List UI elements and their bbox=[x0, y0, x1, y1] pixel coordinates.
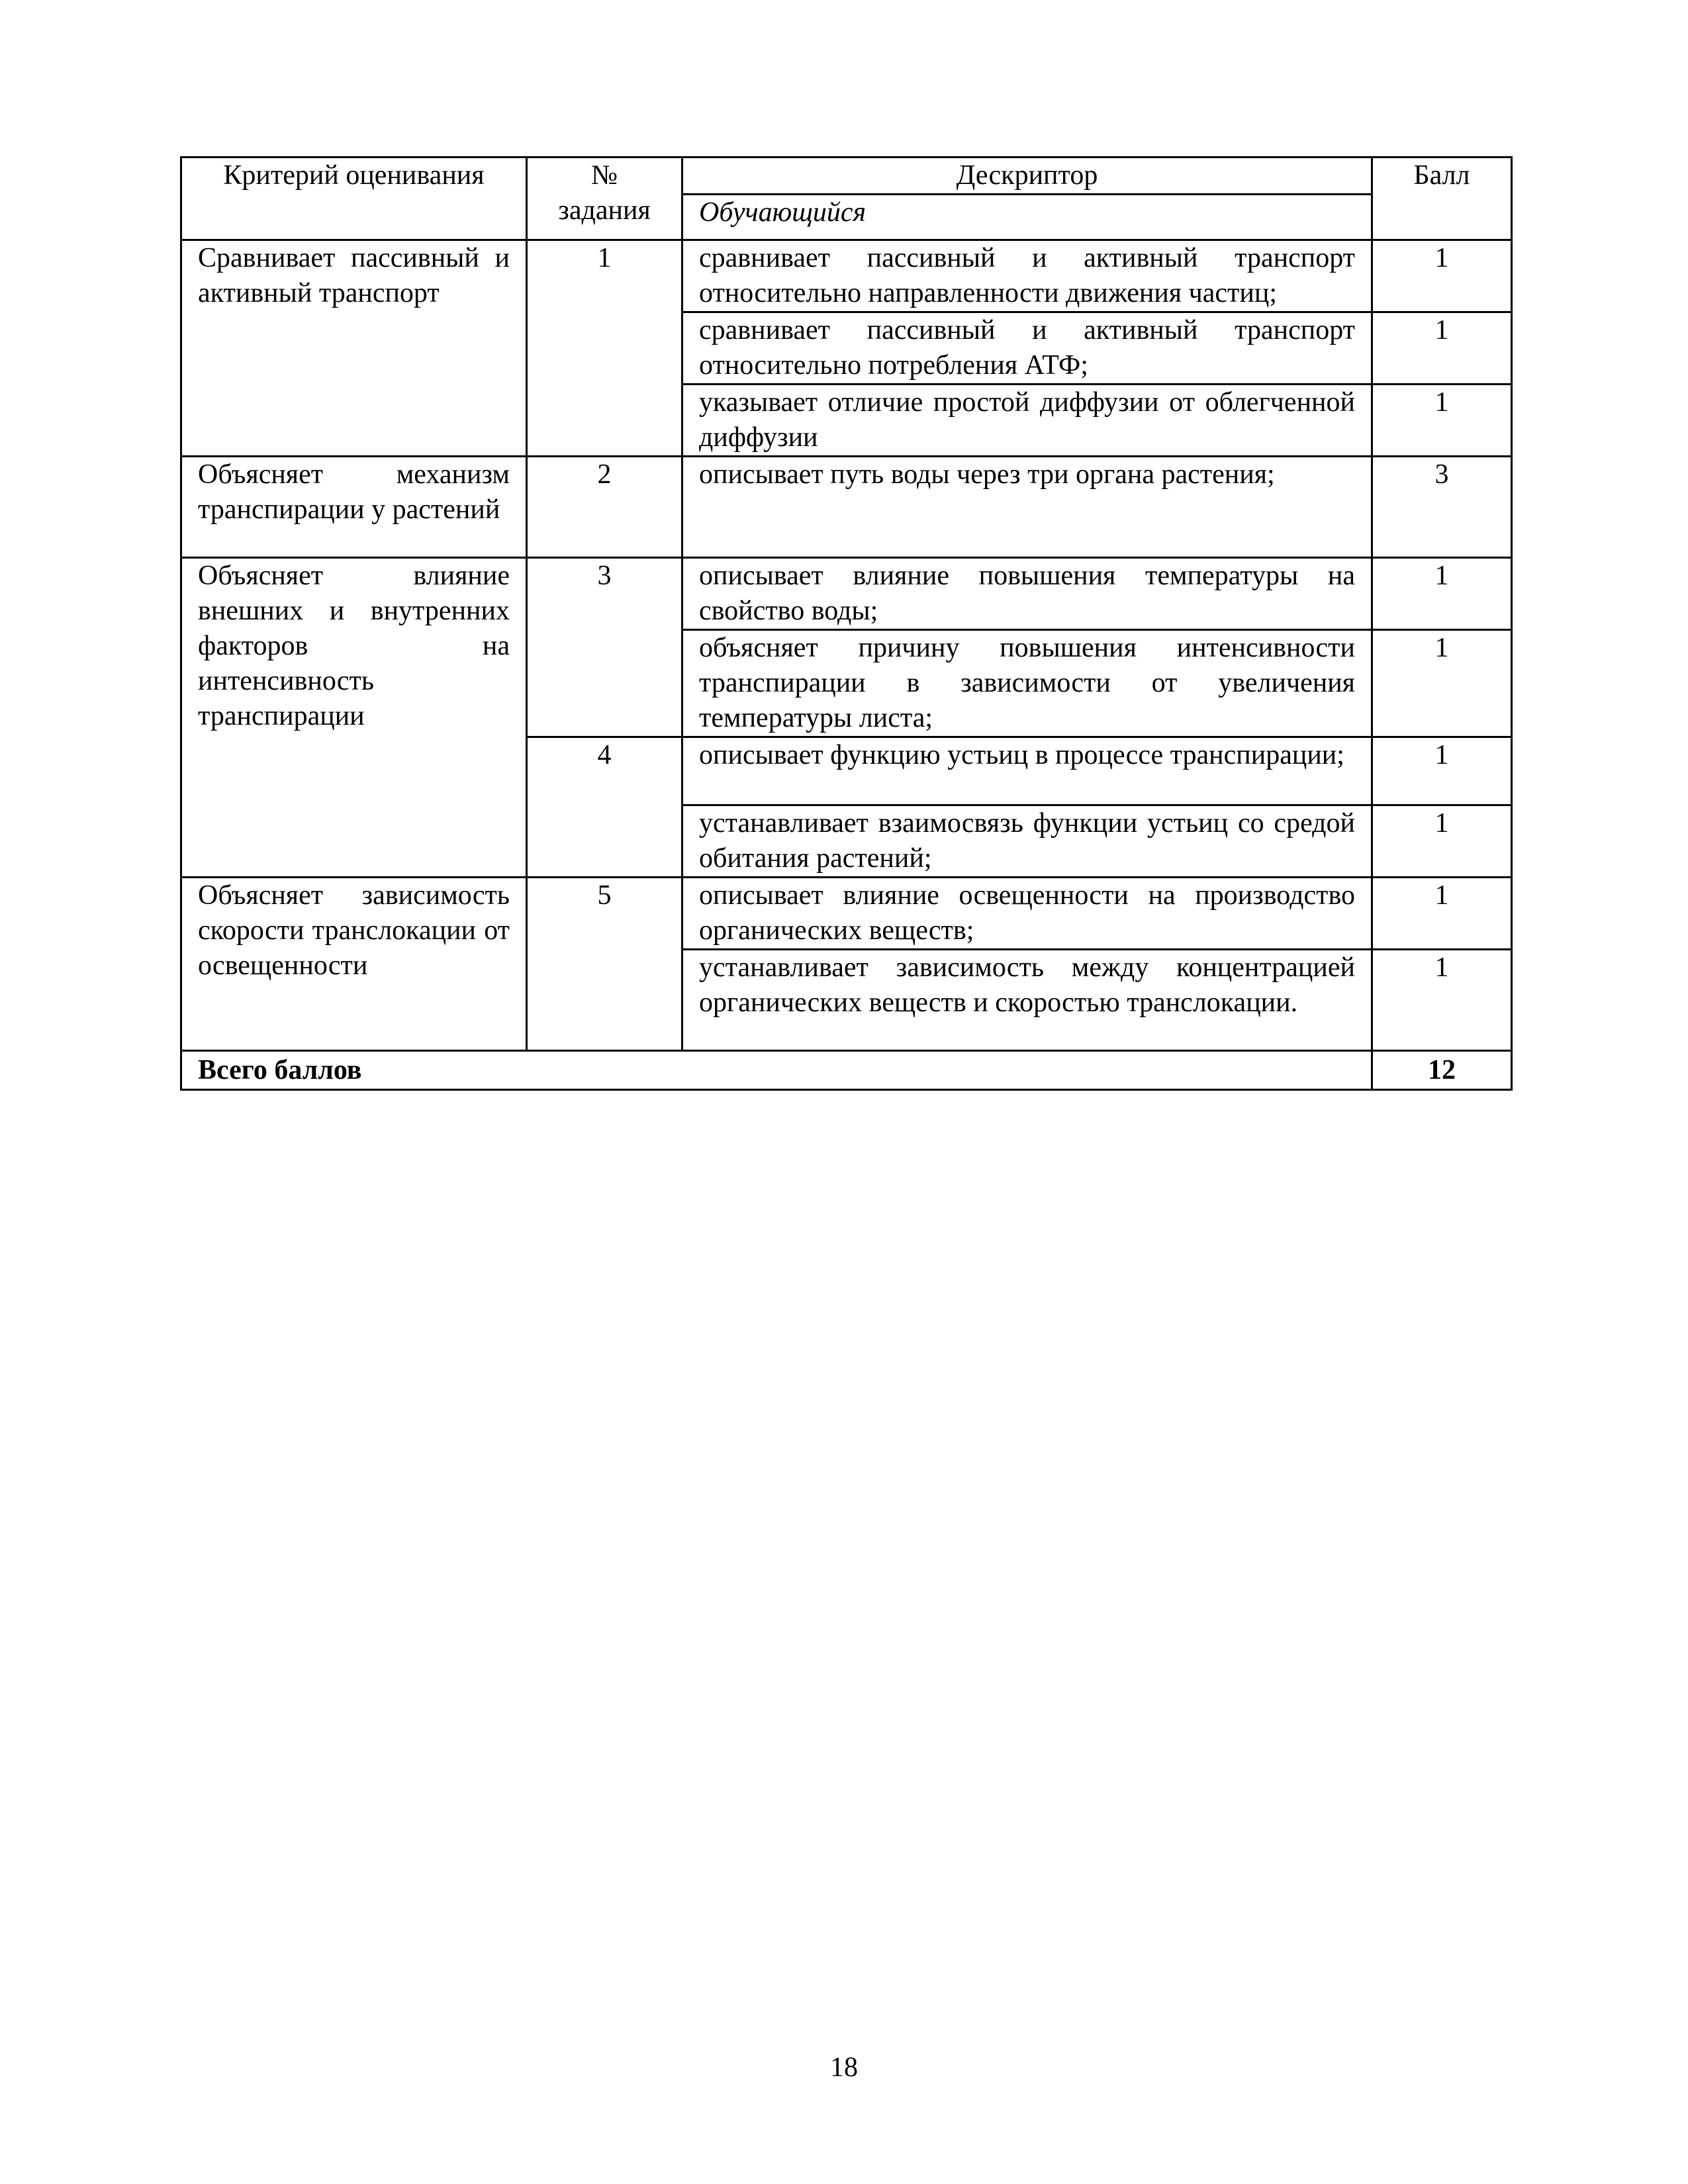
table-row bbox=[181, 240, 1512, 312]
total-row bbox=[181, 1051, 1512, 1090]
task-number-cell: 1 bbox=[527, 240, 682, 457]
criterion-cell: Объясняет зависимость скорости транслокации от освещенности bbox=[181, 878, 527, 1051]
descriptor-cell: описывает влияние повышения температуры на свойство воды; bbox=[682, 558, 1372, 630]
descriptor-cell: описывает функцию устьиц в процессе транспирации; bbox=[682, 737, 1372, 805]
total-score: 12 bbox=[1372, 1051, 1512, 1090]
header-task-number-line1: № bbox=[590, 160, 618, 191]
task-number-cell: 3 bbox=[527, 558, 682, 737]
task-number-cell: 2 bbox=[527, 457, 682, 558]
assessment-rubric-table bbox=[180, 156, 1513, 1091]
task-number-cell: 5 bbox=[527, 878, 682, 1051]
score-cell: 1 bbox=[1372, 737, 1512, 805]
descriptor-cell: сравнивает пассивный и активный транспорт относительно потребления АТФ; bbox=[682, 312, 1372, 385]
score-cell: 1 bbox=[1372, 240, 1512, 312]
criterion-cell: Сравнивает пассивный и активный транспорт bbox=[181, 240, 527, 457]
score-cell: 1 bbox=[1372, 312, 1512, 385]
descriptor-cell: объясняет причину повышения интенсивности транспирации в зависимости от увеличения температуры листа; bbox=[682, 630, 1372, 737]
table-header-row bbox=[181, 158, 1512, 195]
descriptor-cell: описывает путь воды через три органа растения; bbox=[682, 457, 1372, 558]
descriptor-cell: описывает влияние освещенности на производство органических веществ; bbox=[682, 878, 1372, 950]
score-cell: 1 bbox=[1372, 805, 1512, 878]
score-cell: 1 bbox=[1372, 630, 1512, 737]
score-cell: 1 bbox=[1372, 385, 1512, 457]
task-number-cell: 4 bbox=[527, 737, 682, 878]
descriptor-cell: устанавливает взаимосвязь функции устьиц со средой обитания растений; bbox=[682, 805, 1372, 878]
header-score: Балл bbox=[1372, 158, 1512, 240]
table-row bbox=[181, 878, 1512, 950]
page-number: 18 bbox=[830, 2052, 858, 2083]
criterion-cell: Объясняет механизм транспирации у растений bbox=[181, 457, 527, 558]
descriptor-cell: сравнивает пассивный и активный транспорт относительно направленности движения частиц; bbox=[682, 240, 1372, 312]
header-task-number-line2: задания bbox=[558, 195, 651, 226]
header-descriptor: Дескриптор bbox=[682, 158, 1372, 195]
header-student: Обучающийся bbox=[682, 195, 1372, 240]
score-cell: 3 bbox=[1372, 457, 1512, 558]
score-cell: 1 bbox=[1372, 878, 1512, 950]
header-criterion: Критерий оценивания bbox=[181, 158, 527, 240]
score-cell: 1 bbox=[1372, 558, 1512, 630]
table-row bbox=[181, 558, 1512, 630]
descriptor-cell: устанавливает зависимость между концентрацией органических веществ и скоростью транслокации. bbox=[682, 950, 1372, 1051]
total-label: Всего баллов bbox=[181, 1051, 1372, 1090]
criterion-cell: Объясняет влияние внешних и внутренних факторов на интенсивность транспирации bbox=[181, 558, 527, 878]
table-row bbox=[181, 457, 1512, 558]
descriptor-cell: указывает отличие простой диффузии от облегченной диффузии bbox=[682, 385, 1372, 457]
score-cell: 1 bbox=[1372, 950, 1512, 1051]
header-task-number bbox=[527, 158, 682, 240]
